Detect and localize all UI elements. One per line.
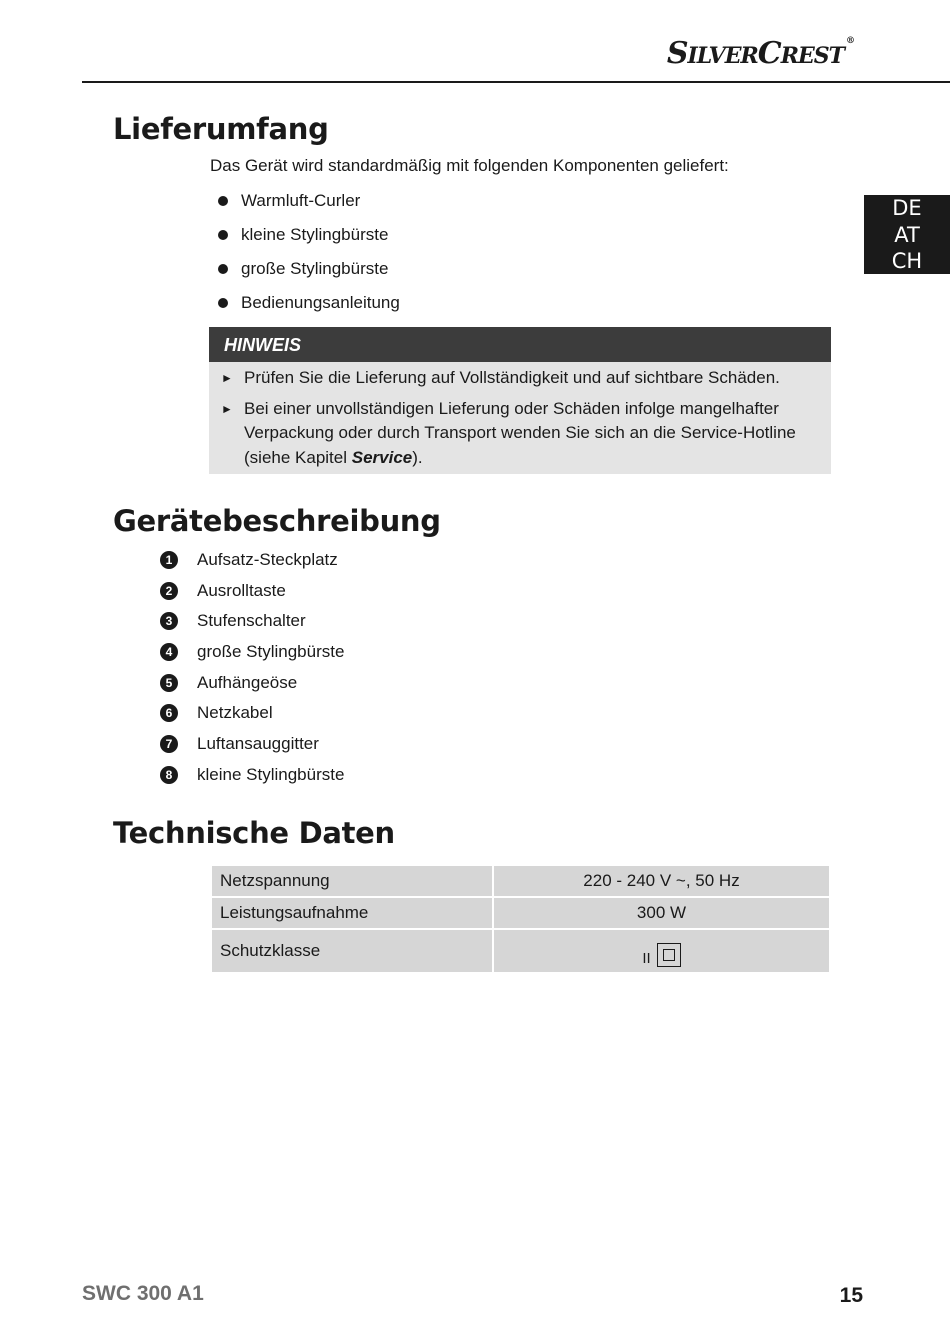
spec-key: Netzspannung: [211, 865, 493, 897]
footer-model: SWC 300 A1: [82, 1282, 204, 1305]
section-title-technische-daten: Technische Daten: [113, 816, 395, 850]
list-item: 2 Ausrolltaste: [158, 577, 344, 608]
service-chapter-ref: Service: [351, 447, 413, 467]
hinweis-title: HINWEIS: [209, 327, 831, 362]
list-item: große Stylingbürste: [210, 255, 400, 289]
spec-table: [210, 864, 831, 974]
section-title-geraetebeschreibung: Gerätebeschreibung: [113, 504, 441, 538]
table-row: [211, 865, 830, 897]
number-badge: 4: [160, 643, 178, 661]
brand-logo: SILVERCREST®: [666, 36, 854, 71]
lieferumfang-list: [210, 187, 400, 323]
spec-value: 300 W: [493, 897, 830, 929]
bullet-icon: [218, 230, 228, 240]
spec-key: Schutzklasse: [211, 929, 493, 973]
number-badge: 1: [160, 551, 178, 569]
protection-class-label: II: [642, 949, 651, 967]
spec-value: 220 - 240 V ~, 50 Hz: [493, 865, 830, 897]
number-badge: 5: [160, 674, 178, 692]
number-badge: 6: [160, 704, 178, 722]
arrow-right-icon: ►: [221, 401, 233, 416]
spec-key: Leistungsaufnahme: [211, 897, 493, 929]
bullet-icon: [218, 196, 228, 206]
number-badge: 3: [160, 612, 178, 630]
section-title-lieferumfang: Lieferumfang: [113, 112, 329, 146]
list-item: 7 Luftansauggitter: [158, 730, 344, 761]
list-item: kleine Stylingbürste: [210, 221, 400, 255]
list-item: 6 Netzkabel: [158, 699, 344, 730]
hinweis-box: [209, 327, 831, 474]
protection-class-ii-icon: [657, 943, 681, 967]
lang-ch: CH: [891, 249, 923, 273]
parts-list: [158, 546, 344, 792]
list-item: 3 Stufenschalter: [158, 607, 344, 638]
number-badge: 7: [160, 735, 178, 753]
header-divider: [82, 81, 950, 83]
list-item: 5 Aufhängeöse: [158, 669, 344, 700]
table-row: [211, 897, 830, 929]
list-item: Warmluft-Curler: [210, 187, 400, 221]
bullet-icon: [218, 264, 228, 274]
lieferumfang-intro: Das Gerät wird standardmäßig mit folgenden Komponenten geliefert:: [210, 156, 729, 175]
arrow-right-icon: ►: [221, 371, 233, 385]
language-tab: [864, 195, 950, 274]
lang-de: DE: [892, 196, 922, 220]
list-item: 4 große Stylingbürste: [158, 638, 344, 669]
number-badge: 2: [160, 582, 178, 600]
hinweis-item: ► Prüfen Sie die Lieferung auf Vollständigkeit und auf sichtbare Schäden.: [219, 366, 811, 391]
table-row: [211, 929, 830, 973]
list-item: 1 Aufsatz-Steckplatz: [158, 546, 344, 577]
bullet-icon: [218, 298, 228, 308]
list-item: Bedienungsanleitung: [210, 289, 400, 323]
number-badge: 8: [160, 766, 178, 784]
lang-at: AT: [894, 222, 920, 247]
spec-value: [493, 929, 830, 973]
hinweis-item: ► Bei einer unvollständigen Lieferung oder Schäden infolge mangelhafter Verpackung oder durch Transport wenden Sie sich an die Service-Hotline (siehe Kapitel Service).: [221, 398, 796, 467]
list-item: 8 kleine Stylingbürste: [158, 761, 344, 792]
page-number: 15: [839, 1284, 863, 1307]
